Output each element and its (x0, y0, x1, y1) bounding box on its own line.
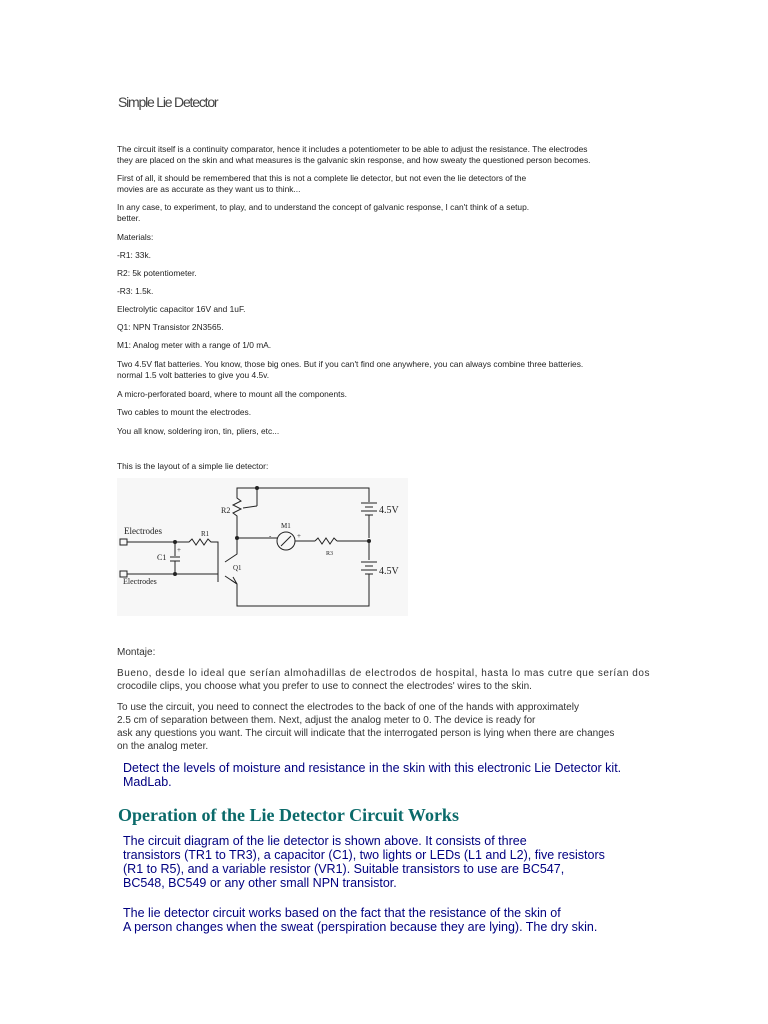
r3-label: R3 (326, 551, 334, 557)
material-item: M1: Analog meter with a range of 1/0 mA. (117, 340, 272, 350)
madlab-line: Detect the levels of moisture and resistance in the skin with this electronic Lie Detector kit. (123, 761, 622, 775)
intro-line: they are placed on the skin and what measures is the galvanic skin response, and how sweaty the questioned person becomes. (117, 155, 591, 165)
r2-wiper (243, 506, 257, 508)
disclaimer-paragraph (117, 173, 637, 195)
montaje-label: Montaje: (117, 647, 156, 658)
montaje-paragraph (117, 667, 707, 693)
r2-resistor (233, 492, 241, 524)
material-item: You all know, soldering iron, tin, pliers, etc... (117, 426, 280, 436)
material-item: -R3: 1.5k. (117, 286, 154, 296)
usage-line: To use the circuit, you need to connect the electrodes to the back of one of the hands with approximately (117, 702, 579, 713)
electrode-terminal-top (120, 539, 127, 545)
material-item: A micro-perforated board, where to mount all the components. (117, 389, 347, 399)
operation-line: The lie detector circuit works based on the fact that the resistance of the skin of (123, 906, 561, 920)
montaje-line: crocodile clips, you choose what you prefer to use to connect the electrodes' wires to the skin. (117, 681, 532, 692)
m1-label: M1 (281, 522, 291, 530)
usage-line: 2.5 cm of separation between them. Next, adjust the analog meter to 0. The device is ready for (117, 715, 536, 726)
r3-resistor (315, 538, 337, 544)
montaje-line: Bueno, desde lo ideal que serían almohadillas de electrodos de hospital, hasta lo mas cutre que serían dos (117, 668, 651, 679)
material-item: -R1: 33k. (117, 250, 151, 260)
operation-line: BC548, BC549 or any other small NPN transistor. (123, 876, 397, 890)
operation-line: A person changes when the sweat (perspiration because they are lying). The dry skin. (123, 920, 598, 934)
r1-label: R1 (201, 530, 210, 538)
material-item: R2: 5k potentiometer. (117, 268, 197, 278)
circuit-diagram-svg (117, 478, 408, 616)
c1-label: C1 (157, 553, 167, 562)
operation-paragraph-2 (123, 906, 693, 934)
batteries-paragraph (117, 359, 637, 381)
section-heading: Operation of the Lie Detector Circuit Works (118, 805, 459, 825)
intro-line: The circuit itself is a continuity comparator, hence it includes a potentiometer to be able to adjust the resistance. The electrodes (117, 144, 588, 154)
experiment-paragraph (117, 202, 637, 224)
battery-bottom-label: 4.5V (379, 566, 399, 577)
electrodes-bottom-label: Electrodes (123, 577, 157, 586)
batteries-line: Two 4.5V flat batteries. You know, those big ones. But if you can't find one anywhere, you can always combine three batteries. (117, 359, 584, 369)
usage-line: ask any questions you want. The circuit will indicate that the interrogated person is lying when there are changes (117, 728, 615, 739)
layout-caption: This is the layout of a simple lie detector: (117, 461, 269, 471)
meter-minus-label: - (269, 532, 272, 540)
batteries-line: normal 1.5 volt batteries to give you 4.5v. (117, 370, 270, 380)
battery-top (361, 503, 377, 515)
operation-line: (R1 to R5), and a variable resistor (VR1). Suitable transistors to use are BC547, (123, 862, 565, 876)
q1-label: Q1 (233, 564, 242, 572)
material-item: Electrolytic capacitor 16V and 1uF. (117, 304, 246, 314)
experiment-line: better. (117, 213, 141, 223)
usage-line: on the analog meter. (117, 741, 209, 752)
bottom-wire (237, 574, 369, 606)
page-title: Simple Lie Detector (118, 94, 218, 110)
operation-line: The circuit diagram of the lie detector is shown above. It consists of three (123, 834, 527, 848)
r2-label: R2 (221, 506, 231, 515)
battery-top-label: 4.5V (379, 505, 399, 516)
madlab-paragraph (123, 761, 693, 789)
battery-bottom (361, 562, 377, 574)
materials-label: Materials: (117, 232, 154, 242)
experiment-line: In any case, to experiment, to play, and to understand the concept of galvanic response, I can't think of a setup. (117, 202, 530, 212)
disclaimer-line: movies are as accurate as they want us to think... (117, 184, 301, 194)
electrodes-top-label: Electrodes (124, 526, 162, 536)
material-item: Q1: NPN Transistor 2N3565. (117, 322, 224, 332)
c1-plus-label: + (177, 546, 181, 554)
disclaimer-line: First of all, it should be remembered that this is not a complete lie detector, but not even the lie detectors of the (117, 173, 527, 183)
meter-plus-label: + (297, 532, 301, 540)
intro-paragraph (117, 144, 637, 166)
operation-line: transistors (TR1 to TR3), a capacitor (C1), two lights or LEDs (L1 and L2), five resistors (123, 848, 605, 862)
operation-paragraph-1 (123, 834, 693, 890)
r1-resistor (175, 539, 218, 556)
madlab-line: MadLab. (123, 775, 172, 789)
usage-paragraph (117, 701, 707, 753)
circuit-diagram (117, 478, 408, 616)
c1-capacitor (170, 557, 180, 561)
material-item: Two cables to mount the electrodes. (117, 407, 252, 417)
